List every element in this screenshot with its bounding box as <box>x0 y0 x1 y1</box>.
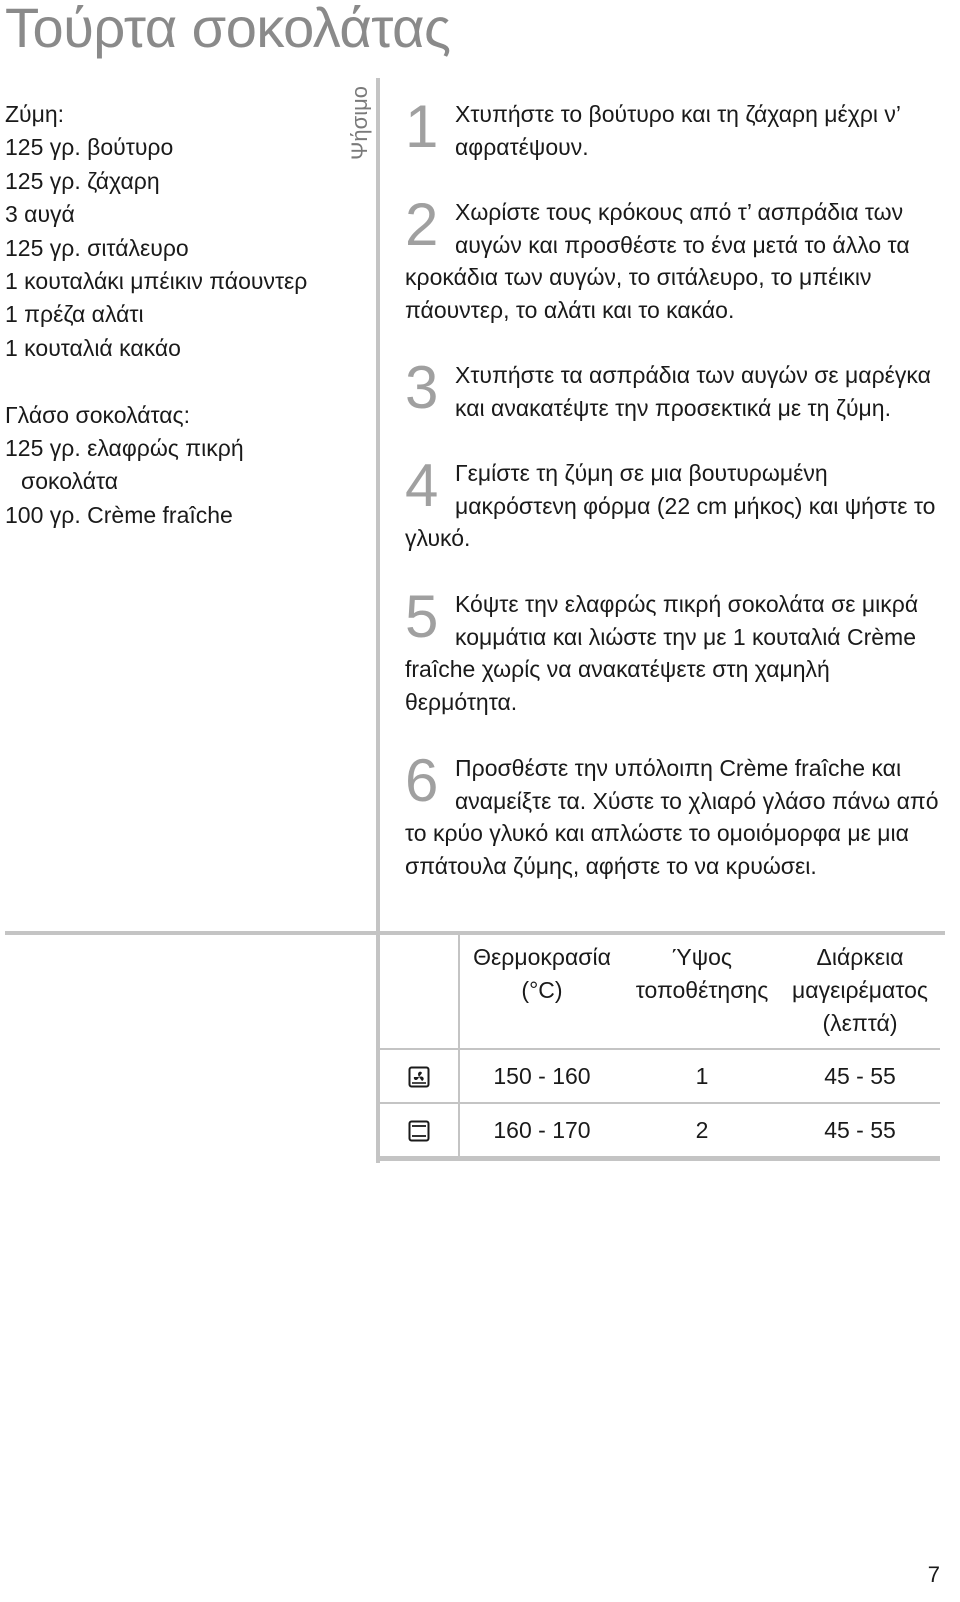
ingredient-item: 1 κουταλιά κακάο <box>5 334 181 361</box>
fan-oven-icon <box>408 1066 430 1088</box>
header-line: (λεπτά) <box>822 1010 898 1036</box>
step-text: Χωρίστε τους κρόκους από τ’ ασπράδια των αυγών και προσθέστε το ένα μετά το άλλο τα κροκάδια των αυγών, το σιτάλευρο, το μπέικιν πάουντερ, το αλάτι και το κακάο. <box>405 199 910 324</box>
page-number: 7 <box>927 1562 940 1587</box>
shelf-level-cell: 2 <box>624 1103 780 1156</box>
step-number: 6 <box>405 747 439 814</box>
page-title: Τούρτα σοκολάτας <box>5 0 451 59</box>
header-shelf-level <box>624 935 780 1049</box>
cooking-time-cell: 45 - 55 <box>780 1049 940 1103</box>
ingredient-item: 3 αυγά <box>5 201 75 228</box>
step-number: 5 <box>405 583 439 650</box>
oven-mode-cell <box>380 1103 459 1156</box>
header-icon-column <box>380 935 459 1049</box>
step-5 <box>405 583 940 719</box>
header-line: (°C) <box>521 977 563 1003</box>
table-header-row <box>380 935 940 1049</box>
header-temperature <box>459 935 624 1049</box>
header-line: τοποθέτησης <box>635 977 769 1003</box>
step-4 <box>405 452 940 555</box>
temperature-cell: 150 - 160 <box>459 1049 624 1103</box>
step-3 <box>405 354 940 424</box>
baking-table <box>380 935 940 1156</box>
ingredient-item: 1 πρέζα αλάτι <box>5 301 144 328</box>
ingredient-item: 1 κουταλάκι μπέικιν πάουντερ <box>5 268 308 295</box>
conventional-oven-icon <box>408 1120 430 1142</box>
shelf-level-cell: 1 <box>624 1049 780 1103</box>
header-line: Διάρκεια <box>816 944 904 970</box>
ingredient-item-continued: σοκολάτα <box>21 468 119 495</box>
ingredient-item: 125 γρ. ζάχαρη <box>5 167 160 194</box>
step-6 <box>405 747 940 883</box>
ingredient-item: 100 γρ. Crème fraîche <box>5 501 233 528</box>
step-number: 2 <box>405 191 439 258</box>
temperature-cell: 160 - 170 <box>459 1103 624 1156</box>
ingredient-item: 125 γρ. βούτυρο <box>5 134 174 161</box>
header-line: Ύψος <box>672 944 732 970</box>
step-text: Χτυπήστε τα ασπράδια των αυγών σε μαρέγκα και ανακατέψτε την προσεκτικά με τη ζύμη. <box>455 362 931 421</box>
step-number: 3 <box>405 354 439 421</box>
step-text: Χτυπήστε το βούτυρο και τη ζάχαρη μέχρι ν’ αφρατέψουν. <box>455 101 901 160</box>
step-2 <box>405 191 940 327</box>
spacer <box>5 365 345 398</box>
header-line: μαγειρέματος <box>792 977 928 1003</box>
step-number: 4 <box>405 452 439 519</box>
table-bottom-rule <box>376 1156 940 1161</box>
dough-heading: Ζύμη: <box>5 101 65 127</box>
header-cooking-time <box>780 935 940 1049</box>
step-number: 1 <box>405 93 439 160</box>
header-line: Θερμοκρασία <box>473 944 611 970</box>
ingredient-item: 125 γρ. σιτάλευρο <box>5 234 189 261</box>
section-label <box>346 78 374 168</box>
ingredients-list <box>5 98 345 532</box>
step-text: Κόψτε την ελαφρώς πικρή σοκολάτα σε μικρά κομμάτια και λιώστε την με 1 κουταλιά Crème fraîche χωρίς να ανακατέψετε στη χαμηλή θερμότητα. <box>405 591 919 716</box>
step-text: Προσθέστε την υπόλοιπη Crème fraîche και αναμείξτε τα. Χύστε το χλιαρό γλάσο πάνω από το κρύο γλυκό και απλώστε το ομοιόμορφα με μια σπάτουλα ζύμης, αφήστε το να κρυώσει. <box>405 755 939 880</box>
oven-mode-cell <box>380 1049 459 1103</box>
table-row <box>380 1103 940 1156</box>
section-label-text: Ψήσιμο <box>347 86 372 160</box>
ingredient-item: 125 γρ. ελαφρώς πικρή <box>5 435 244 462</box>
cooking-time-cell: 45 - 55 <box>780 1103 940 1156</box>
table-row <box>380 1049 940 1103</box>
step-text: Γεμίστε τη ζύμη σε μια βουτυρωμένη μακρόστενη φόρμα (22 cm μήκος) και ψήστε το γλυκό. <box>405 460 936 552</box>
glaze-heading: Γλάσο σοκολάτας: <box>5 401 191 428</box>
step-1 <box>405 93 940 163</box>
